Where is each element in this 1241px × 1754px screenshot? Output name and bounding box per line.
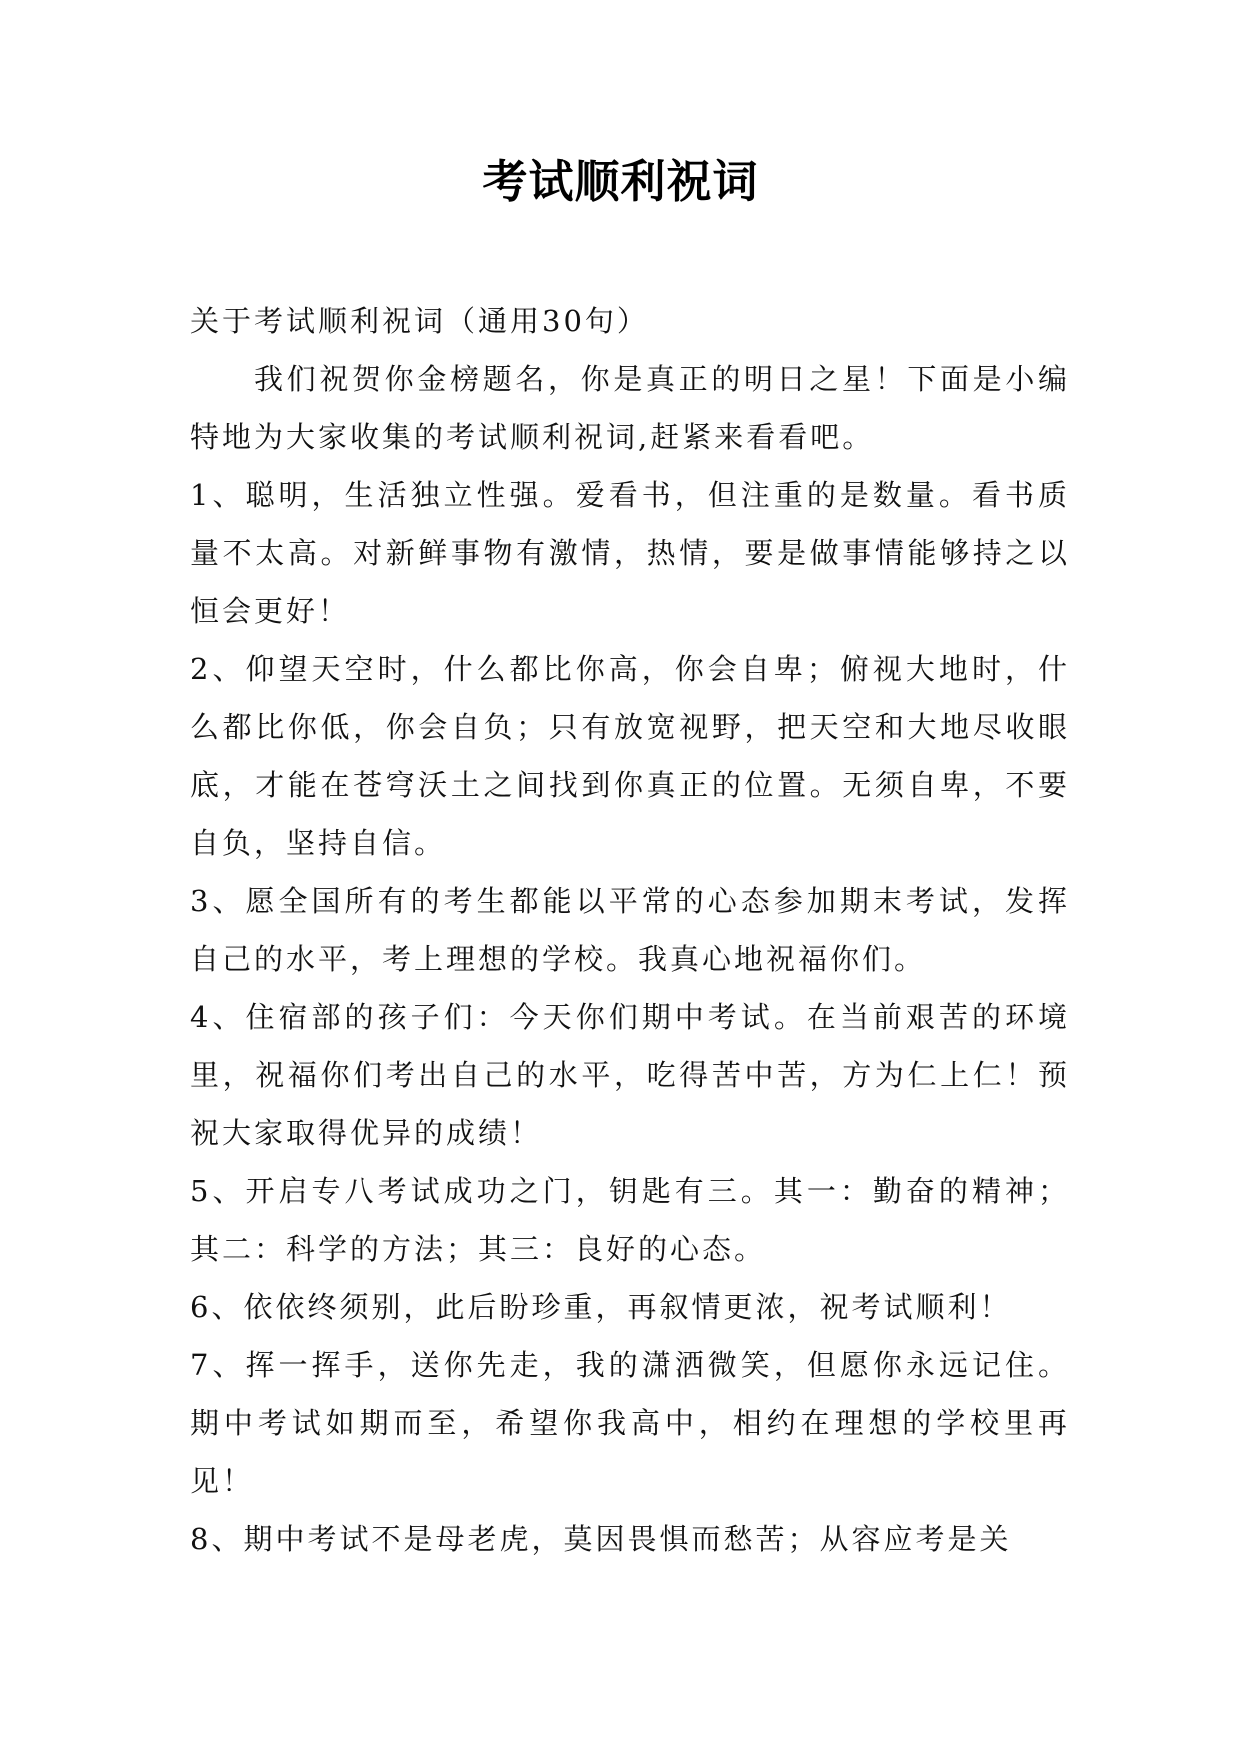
wish-item-4: 4、住宿部的孩子们：今天你们期中考试。在当前艰苦的环境里，祝福你们考出自己的水平，吃得苦中苦，方为仁上仁！预祝大家取得优异的成绩！	[190, 1000, 1070, 1150]
wish-item-3: 3、愿全国所有的考生都能以平常的心态参加期末考试，发挥自己的水平，考上理想的学校。我真心地祝福你们。	[190, 884, 1070, 976]
wish-item-7: 7、挥一挥手，送你先走，我的潇洒微笑，但愿你永远记住。期中考试如期而至，希望你我高中，相约在理想的学校里再见！	[190, 1348, 1070, 1498]
intro-paragraph: 我们祝贺你金榜题名，你是真正的明日之星！下面是小编特地为大家收集的考试顺利祝词,赶紧来看看吧。	[190, 362, 1070, 454]
wish-item-1: 1、聪明，生活独立性强。爱看书，但注重的是数量。看书质量不太高。对新鲜事物有激情，热情，要是做事情能够持之以恒会更好！	[190, 478, 1070, 628]
subtitle-line: 关于考试顺利祝词（通用30句）	[190, 304, 649, 338]
wish-item-8: 8、期中考试不是母老虎，莫因畏惧而愁苦；从容应考是关	[190, 1522, 1012, 1556]
wish-item-5: 5、开启专八考试成功之门，钥匙有三。其一：勤奋的精神；其二：科学的方法；其三：良好的心态。	[190, 1174, 1070, 1266]
document-body	[190, 292, 1070, 1568]
wish-item-6: 6、依依终须别，此后盼珍重，再叙情更浓，祝考试顺利！	[190, 1290, 1012, 1324]
document-title: 考试顺利祝词	[482, 155, 759, 208]
wish-item-2: 2、仰望天空时，什么都比你高，你会自卑；俯视大地时，什么都比你低，你会自负；只有放宽视野，把天空和大地尽收眼底，才能在苍穹沃土之间找到你真正的位置。无须自卑，不要自负，坚持自信。	[190, 652, 1070, 860]
